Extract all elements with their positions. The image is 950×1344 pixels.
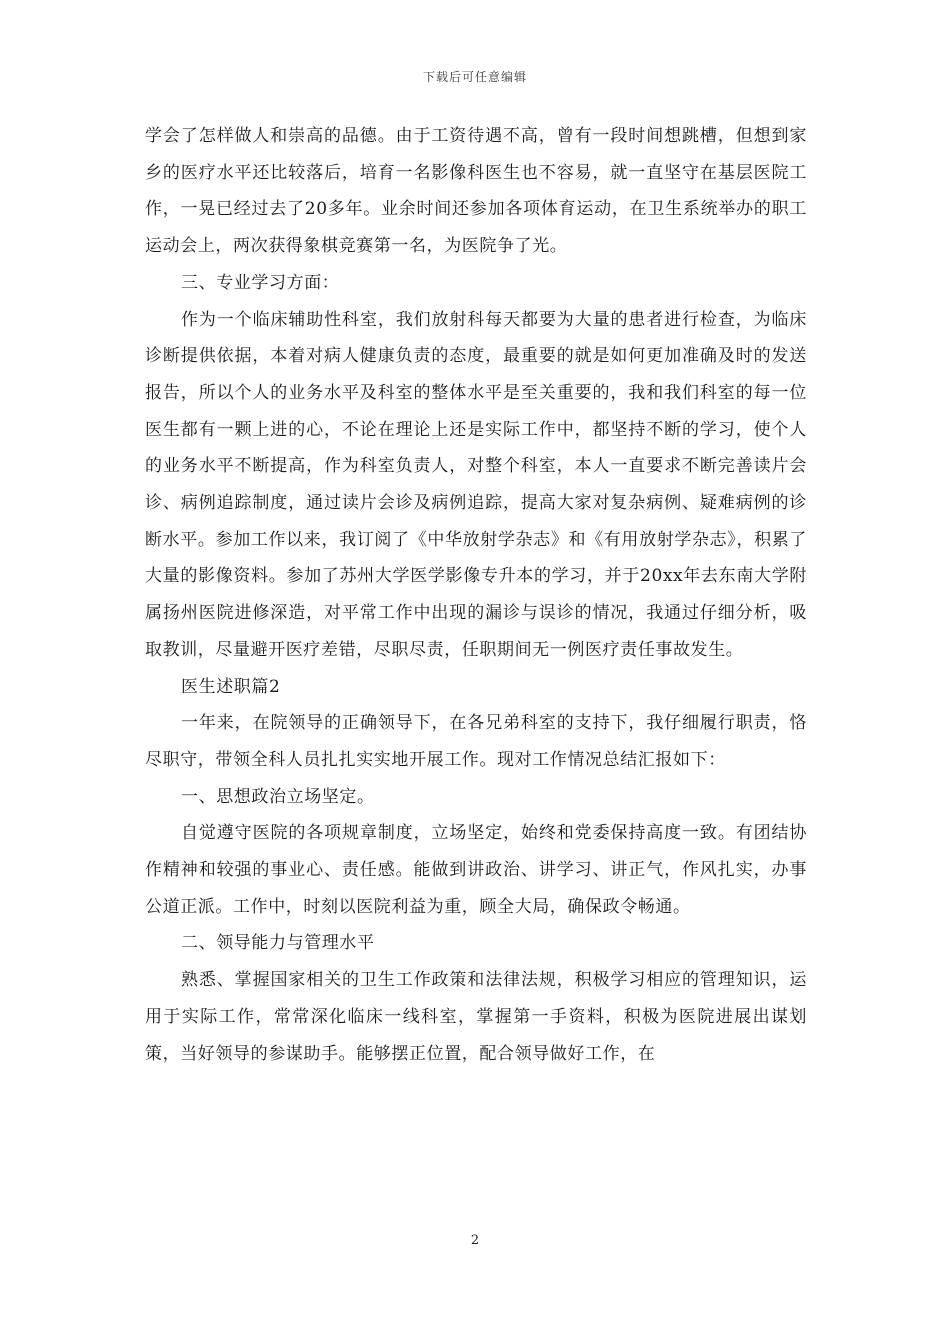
page-number: 2 xyxy=(470,1233,480,1248)
section-heading-political-stance: 一、思想政治立场坚定。 xyxy=(181,786,375,807)
paragraph-intro: 一年来，在院领导的正确领导下，在各兄弟科室的支持下，我仔细履行职责，恪尽职守，带领全科人员扎扎实实地开展工作。现对工作情况总结汇报如下： xyxy=(145,713,807,770)
paragraph-professional-study: 作为一个临床辅助性科室，我们放射科每天都要为大量的患者进行检查，为临床诊断提供依据，本着对病人健康负责的态度，最重要的就是如何更加准确及时的发送报告，所以个人的业务水平及科室的整体水平是至关重要的，我和我们科室的每一位医生都有一颗上进的心，不论在理论上还是实际工作中，都坚持不断的学习，使个人的业务水平不断提高，作为科室负责人，对整个科室，本人一直要求不断完善读片会诊、病例追踪制度，通过读片会诊及病例追踪，提高大家对复杂病例、疑难病例的诊断水平。参加工作以来，我订阅了《中华放射学杂志》和《有用放射学杂志》，积累了大量的影像资料。参加了苏州大学医学影像专升本的学习，并于20xx年去东南大学附属扬州医院进修深造，对平常工作中出现的漏诊与误诊的情况，我通过仔细分析，吸取教训，尽量避开医疗差错，尽职尽责，任职期间无一例医疗责任事故发生。 xyxy=(145,309,807,660)
section-heading-leadership: 二、领导能力与管理水平 xyxy=(181,933,375,954)
document-body xyxy=(145,118,807,1072)
paragraph-continuation: 学会了怎样做人和崇高的品德。由于工资待遇不高，曾有一段时间想跳槽，但想到家乡的医疗水平还比较落后，培育一名影像科医生也不容易，就一直坚守在基层医院工作，一晃已经过去了20多年。业余时间还参加各项体育运动，在卫生系统举办的职工运动会上，两次获得象棋竞赛第一名，为医院争了光。 xyxy=(145,126,807,257)
paragraph-leadership: 熟悉、掌握国家相关的卫生工作政策和法律法规，积极学习相应的管理知识，运用于实际工作，常常深化临床一线科室，掌握第一手资料，积极为医院进展出谋划策，当好领导的参谋助手。能够摆正位置，配合领导做好工作，在 xyxy=(145,970,807,1064)
section-heading-professional-study: 三、专业学习方面： xyxy=(181,272,340,293)
article-title-part-2: 医生述职篇2 xyxy=(181,676,281,697)
paragraph-political-stance: 自觉遵守医院的各项规章制度，立场坚定，始终和党委保持高度一致。有团结协作精神和较强的事业心、责任感。能做到讲政治、讲学习、讲正气，作风扎实，办事公道正派。工作中，时刻以医院利益为重，顾全大局，确保政令畅通。 xyxy=(145,823,807,917)
page-header: 下载后可任意编辑 xyxy=(422,70,527,84)
